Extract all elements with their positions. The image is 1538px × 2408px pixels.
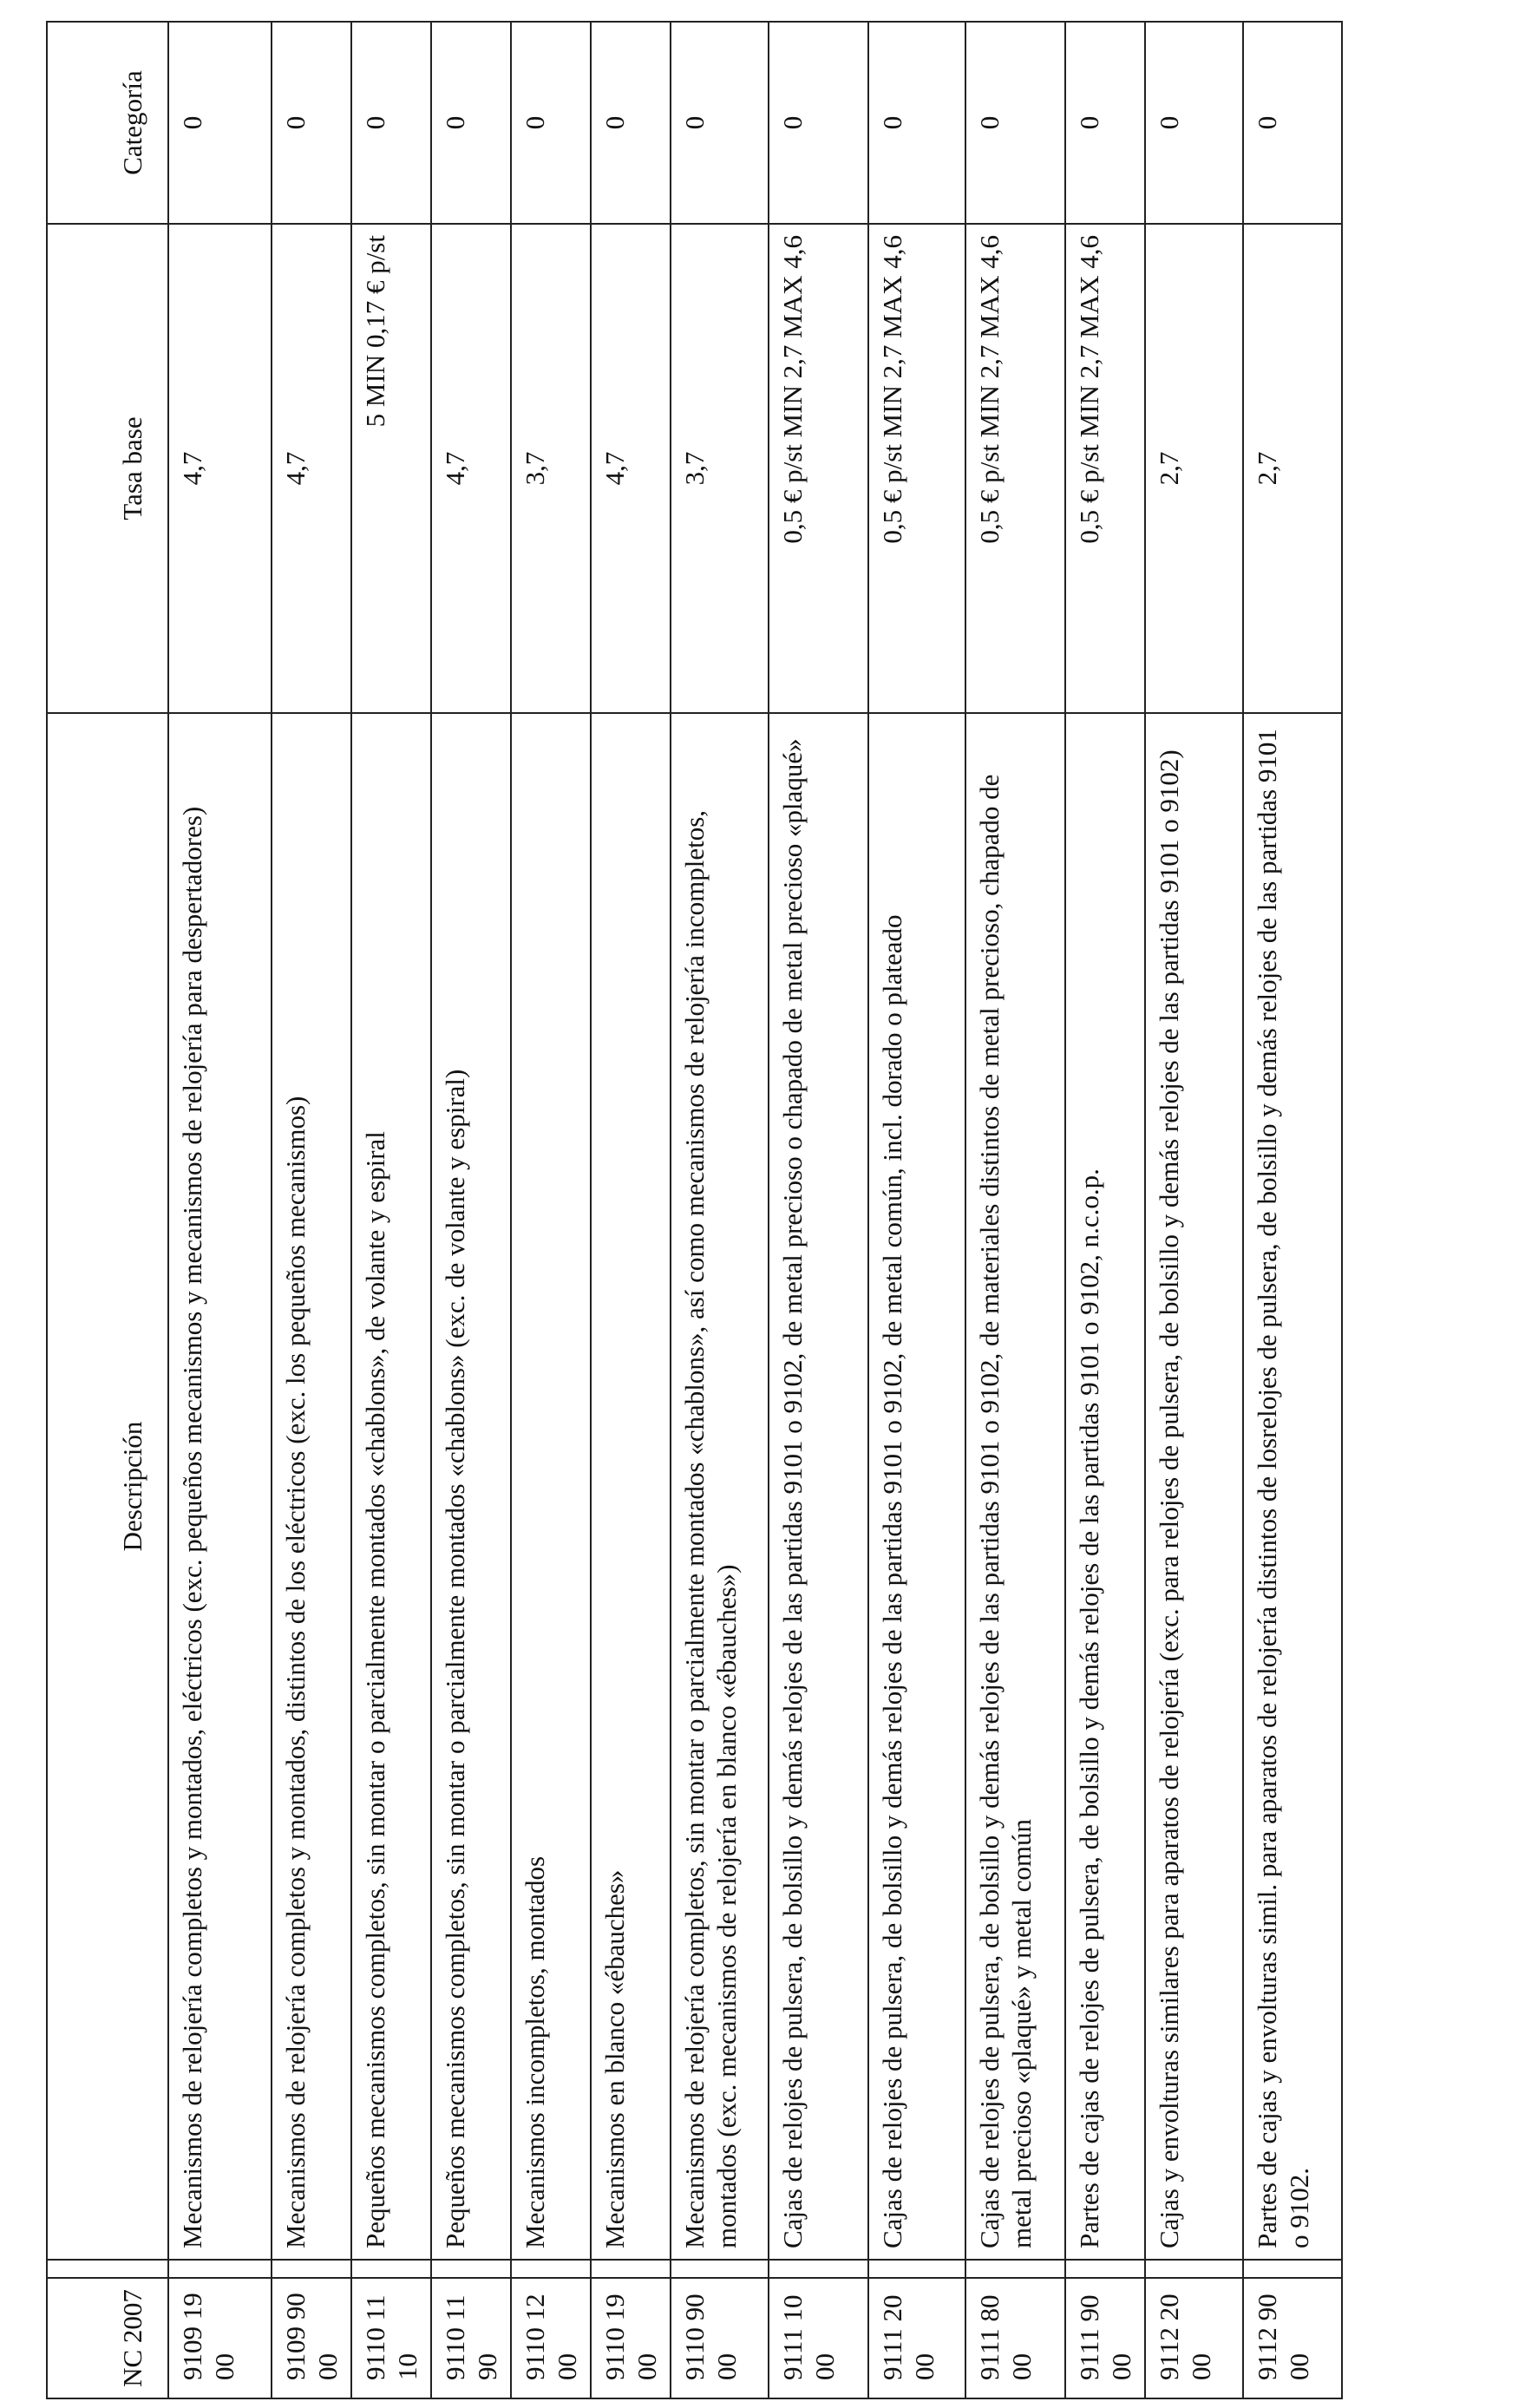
cell-description: Cajas y envolturas similares para aparatos de relojería (exc. para relojes de pulsera, de bolsillo y demás relojes de las partidas 9101 o 9102) [1145, 713, 1243, 2260]
cell-category: 0 [431, 22, 511, 224]
cell-gap [272, 2260, 351, 2278]
cell-code: 9112 20 00 [1145, 2278, 1243, 2398]
table-row [1243, 22, 1342, 2398]
cell-description: Cajas de relojes de pulsera, de bolsillo y demás relojes de las partidas 9101 o 9102, de materiales distintos de metal precioso, chapado de metal precioso «plaqué» y metal común [965, 713, 1065, 2260]
cell-code: 9111 90 00 [1065, 2278, 1145, 2398]
cell-rate: 2,7 [1243, 224, 1342, 713]
table-row [965, 22, 1065, 2398]
cell-code: 9111 80 00 [965, 2278, 1065, 2398]
header-code: NC 2007 [47, 2278, 168, 2398]
rotated-page [46, 23, 1314, 2399]
cell-description: Mecanismos en blanco «ébauches» [591, 713, 671, 2260]
cell-description: Cajas de relojes de pulsera, de bolsillo y demás relojes de las partidas 9101 o 9102, de metal común, incl. dorado o plateado [868, 713, 965, 2260]
cell-gap [671, 2260, 769, 2278]
cell-rate: 3,7 [671, 224, 769, 713]
cell-category: 0 [168, 22, 272, 224]
cell-description: Mecanismos de relojería completos y montados, eléctricos (exc. pequeños mecanismos y mecanismos de relojería para despertadores) [168, 713, 272, 2260]
cell-category: 0 [351, 22, 431, 224]
cell-gap [769, 2260, 868, 2278]
cell-gap [351, 2260, 431, 2278]
cell-category: 0 [1145, 22, 1243, 224]
cell-code: 9110 90 00 [671, 2278, 769, 2398]
cell-rate: 0,5 € p/st MIN 2,7 MAX 4,6 [965, 224, 1065, 713]
table-row [1145, 22, 1243, 2398]
table-row [868, 22, 965, 2398]
table-row [591, 22, 671, 2398]
cell-description: Partes de cajas y envolturas simil. para aparatos de relojería distintos de losrelojes de pulsera, de bolsillo y demás relojes de las partidas 9101 o 9102. [1243, 713, 1342, 2260]
cell-description: Mecanismos de relojería completos, sin montar o parcialmente montados «chablons», así como mecanismos de relojería incompletos, montados (exc. mecanismos de relojería en blanco «ébauches») [671, 713, 769, 2260]
cell-rate: 0,5 € p/st MIN 2,7 MAX 4,6 [868, 224, 965, 713]
cell-category: 0 [1065, 22, 1145, 224]
cell-rate: 0,5 € p/st MIN 2,7 MAX 4,6 [769, 224, 868, 713]
cell-category: 0 [868, 22, 965, 224]
table-row [351, 22, 431, 2398]
header-description: Descripción [47, 713, 168, 2260]
cell-gap [511, 2260, 591, 2278]
table-row [671, 22, 769, 2398]
tariff-table [46, 21, 1343, 2399]
cell-description: Pequeños mecanismos completos, sin montar o parcialmente montados «chablons», de volante y espiral [351, 713, 431, 2260]
header-gap [47, 2260, 168, 2278]
cell-rate: 5 MIN 0,17 € p/st [351, 224, 431, 713]
cell-code: 9112 90 00 [1243, 2278, 1342, 2398]
cell-gap [431, 2260, 511, 2278]
cell-rate: 0,5 € p/st MIN 2,7 MAX 4,6 [1065, 224, 1145, 713]
table-row [272, 22, 351, 2398]
table-row [511, 22, 591, 2398]
cell-gap [1243, 2260, 1342, 2278]
cell-code: 9110 19 00 [591, 2278, 671, 2398]
table-row [1065, 22, 1145, 2398]
cell-category: 0 [511, 22, 591, 224]
table-header-row [47, 22, 168, 2398]
cell-code: 9109 19 00 [168, 2278, 272, 2398]
cell-gap [591, 2260, 671, 2278]
cell-rate: 4,7 [168, 224, 272, 713]
cell-rate: 2,7 [1145, 224, 1243, 713]
table-row [769, 22, 868, 2398]
cell-category: 0 [272, 22, 351, 224]
cell-code: 9111 10 00 [769, 2278, 868, 2398]
cell-description: Mecanismos de relojería completos y montados, distintos de los eléctricos (exc. los pequeños mecanismos) [272, 713, 351, 2260]
cell-code: 9110 11 90 [431, 2278, 511, 2398]
cell-category: 0 [671, 22, 769, 224]
cell-description: Mecanismos incompletos, montados [511, 713, 591, 2260]
table-row [168, 22, 272, 2398]
cell-rate: 4,7 [591, 224, 671, 713]
cell-code: 9109 90 00 [272, 2278, 351, 2398]
cell-rate: 3,7 [511, 224, 591, 713]
header-category: Categoría [47, 22, 168, 224]
cell-rate: 4,7 [431, 224, 511, 713]
cell-gap [965, 2260, 1065, 2278]
cell-rate: 4,7 [272, 224, 351, 713]
cell-category: 0 [965, 22, 1065, 224]
cell-gap [1145, 2260, 1243, 2278]
cell-description: Partes de cajas de relojes de pulsera, de bolsillo y demás relojes de las partidas 9101 o 9102, n.c.o.p. [1065, 713, 1145, 2260]
cell-gap [168, 2260, 272, 2278]
cell-category: 0 [769, 22, 868, 224]
cell-code: 9110 12 00 [511, 2278, 591, 2398]
cell-description: Cajas de relojes de pulsera, de bolsillo y demás relojes de las partidas 9101 o 9102, de metal precioso o chapado de metal precioso «plaqué» [769, 713, 868, 2260]
header-rate: Tasa base [47, 224, 168, 713]
cell-code: 9111 20 00 [868, 2278, 965, 2398]
cell-description: Pequeños mecanismos completos, sin montar o parcialmente montados «chablons» (exc. de volante y espiral) [431, 713, 511, 2260]
cell-category: 0 [591, 22, 671, 224]
cell-category: 0 [1243, 22, 1342, 224]
cell-gap [868, 2260, 965, 2278]
table-row [431, 22, 511, 2398]
cell-code: 9110 11 10 [351, 2278, 431, 2398]
cell-gap [1065, 2260, 1145, 2278]
